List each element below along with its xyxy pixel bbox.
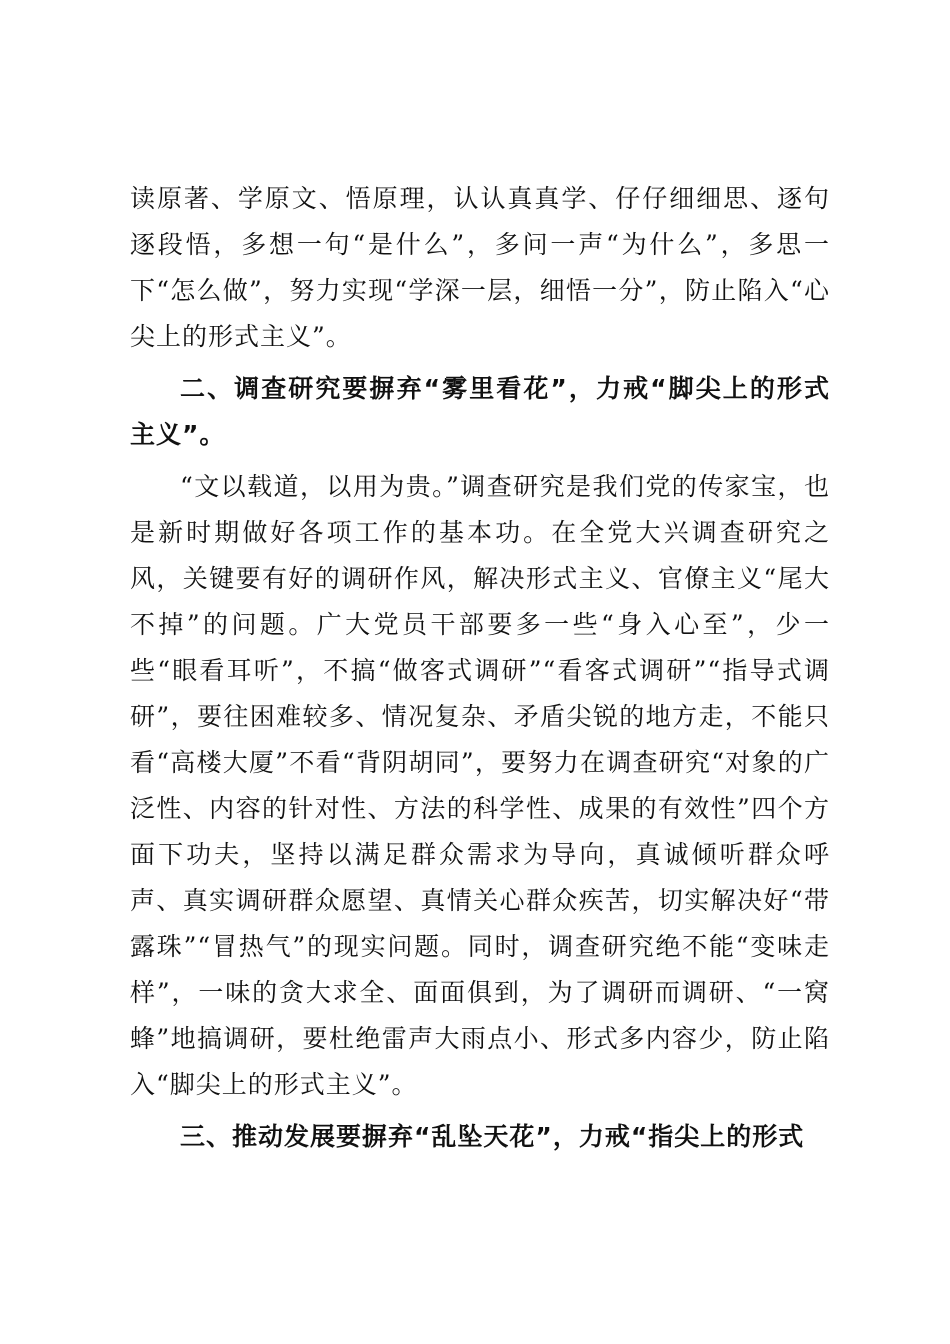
section-2-paragraph: “文以载道，以用为贵。”调查研究是我们党的传家宝，也是新时期做好各项工作的基本功。在全党大兴调查研究之风，关键要有好的调研作风，解决形式主义、官僚主义“尾大不掉”的问题。广大党员干部要多一些“身入心至”，少一些“眼看耳听”，不搞“做客式调研”“看客式调研”“指导式调研”，要往困难较多、情况复杂、矛盾尖锐的地方走，不能只看“高楼大厦”不看“背阴胡同”，要努力在调查研究“对象的广泛性、内容的针对性、方法的科学性、成果的有效性”四个方面下功夫，坚持以满足群众需求为导向，真诚倾听群众呼声、真实调研群众愿望、真情关心群众疾苦，切实解决好“带露珠”“冒热气”的现实问题。同时，调查研究绝不能“变味走样”，一味的贪大求全、面面俱到，为了调研而调研、“一窝蜂”地搞调研，要杜绝雷声大雨点小、形式多内容少，防止陷入“脚尖上的形式主义”。 <box>130 472 830 1099</box>
section-heading-2: 二、调查研究要摒弃“雾里看花”，力戒“脚尖上的形式主义”。 <box>130 374 830 449</box>
paragraph-continuation: 读原著、学原文、悟原理，认认真真学、仔仔细细思、逐句逐段悟，多想一句“是什么”，多问一声“为什么”，多思一下“怎么做”，努力实现“学深一层，细悟一分”，防止陷入“心尖上的形式主义”。 <box>130 184 830 351</box>
section-heading-3: 三、推动发展要摒弃“乱坠天花”，力戒“指尖上的形式 <box>180 1122 805 1151</box>
document-body <box>130 176 830 1166</box>
